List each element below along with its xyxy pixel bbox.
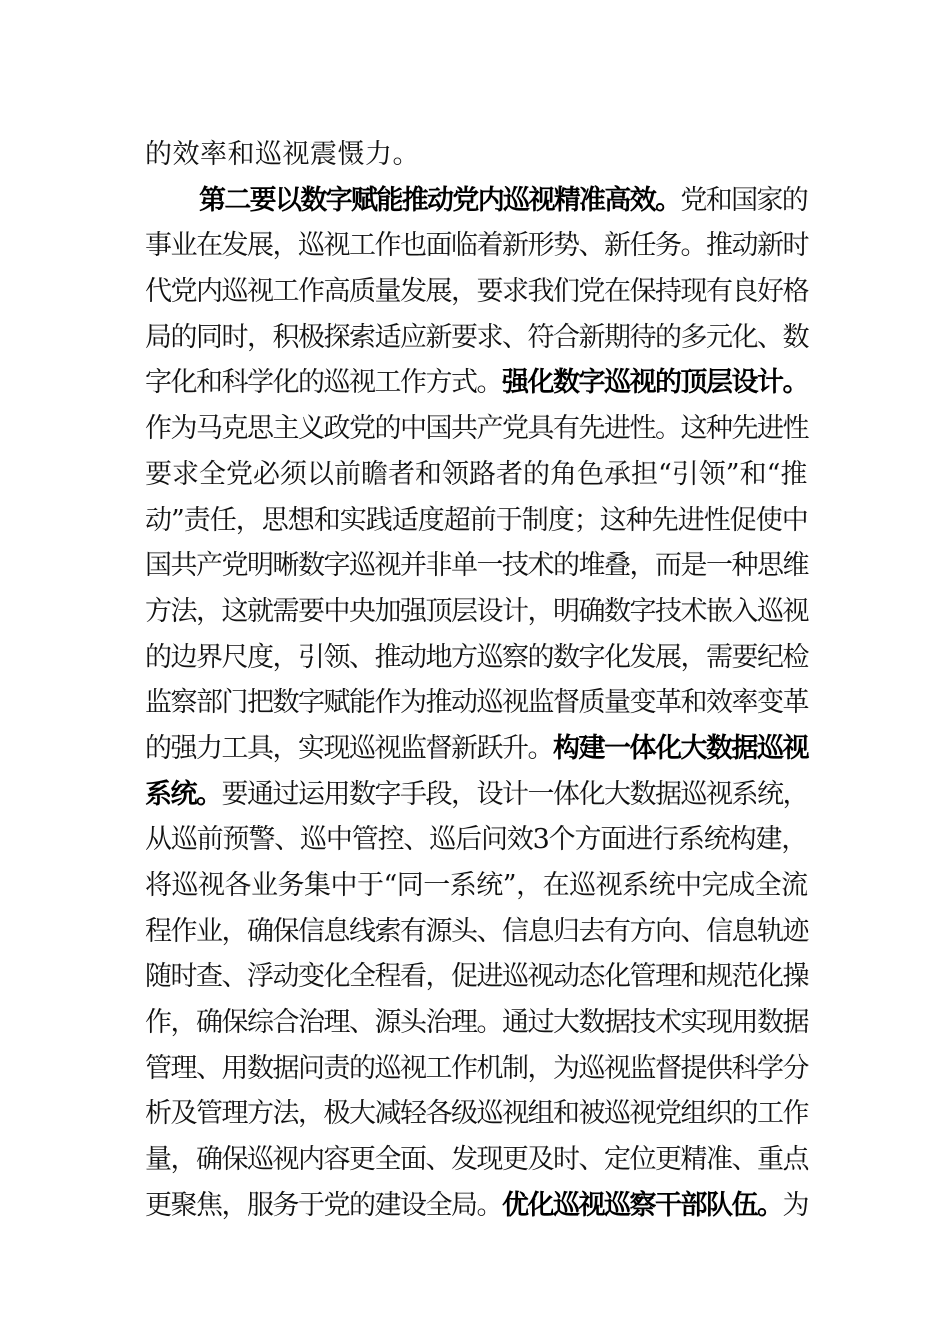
body-text (145, 132, 807, 1229)
text-line (145, 817, 807, 863)
text-line (145, 635, 807, 681)
text-line (145, 498, 807, 544)
text-run: 的边界尺度，引领、推动地方巡察的数字化发展，需要纪检 (145, 641, 808, 673)
text-line (145, 543, 807, 589)
text-run: 要求全党必须以前瞻者和领路者的角色承担“引领”和“推 (145, 458, 808, 490)
text-line (145, 360, 807, 406)
text-line (145, 1000, 807, 1046)
text-line (145, 315, 807, 361)
text-run: 的效率和巡视震慑力。 (145, 139, 420, 170)
text-line (145, 223, 807, 269)
text-line (145, 406, 807, 452)
text-run: 事业在发展，巡视工作也面临着新形势、新任务。推动新时 (145, 230, 808, 262)
text-line (145, 132, 807, 178)
text-line (145, 269, 807, 315)
text-line (145, 863, 807, 909)
text-run: 析及管理方法，极大减轻各级巡视组和被巡视党组织的工作 (145, 1098, 808, 1130)
text-run: 的强力工具，实现巡视监督新跃升。 (145, 732, 553, 764)
text-run: 国共产党明晰数字巡视并非单一技术的堆叠，而是一种思维 (145, 550, 808, 582)
text-run: 党和国家的 (680, 184, 808, 216)
text-line (145, 726, 807, 772)
text-run: 量，确保巡视内容更全面、发现更及时、定位更精准、重点 (145, 1144, 808, 1176)
text-run: 监察部门把数字赋能作为推动巡视监督质量变革和效率变革 (145, 687, 808, 719)
text-run: 管理、用数据问责的巡视工作机制，为巡视监督提供科学分 (145, 1052, 808, 1084)
text-run: 作为马克思主义政党的中国共产党具有先进性。这种先进性 (145, 413, 808, 445)
text-line (145, 1046, 807, 1092)
text-line (145, 1183, 807, 1229)
text-line (145, 772, 807, 818)
text-run: 代党内巡视工作高质量发展，要求我们党在保持现有良好格 (145, 276, 808, 308)
text-line (145, 1091, 807, 1137)
subheading-cadre-team: 优化巡视巡察干部队伍。 (502, 1189, 783, 1221)
text-line (145, 452, 807, 498)
text-line (145, 909, 807, 955)
section-heading-digital-empowerment: 第二要以数字赋能推动党内巡视精准高效。 (199, 184, 681, 216)
text-line (145, 954, 807, 1000)
text-line (145, 680, 807, 726)
text-run: 作，确保综合治理、源头治理。通过大数据技术实现用数据 (145, 1007, 808, 1039)
text-line (145, 589, 807, 635)
text-run: 局的同时，积极探索适应新要求、符合新期待的多元化、数 (145, 321, 808, 353)
text-run: 要通过运用数字手段，设计一体化大数据巡视系统， (221, 778, 808, 810)
text-run: 程作业，确保信息线索有源头、信息归去有方向、信息轨迹 (145, 915, 808, 947)
subheading-big-data-system: 构建一体化大数据巡视 (553, 732, 808, 764)
text-run: 更聚焦，服务于党的建设全局。 (145, 1189, 502, 1221)
text-run: 动”责任，思想和实践适度超前于制度；这种先进性促使中 (145, 504, 808, 536)
text-run: 字化和科学化的巡视工作方式。 (145, 367, 502, 399)
paragraph-start-line (145, 178, 807, 224)
subheading-big-data-system-end: 系统。 (145, 778, 222, 810)
subheading-top-level-design: 强化数字巡视的顶层设计。 (502, 367, 808, 399)
text-run: 为 (782, 1189, 808, 1221)
text-run: 将巡视各业务集中于“同一系统”，在巡视系统中完成全流 (145, 870, 808, 901)
text-run: 方法，这就需要中央加强顶层设计，明确数字技术嵌入巡视 (145, 595, 808, 627)
text-run: 随时查、浮动变化全程看，促进巡视动态化管理和规范化操 (145, 961, 808, 993)
text-line (145, 1137, 807, 1183)
text-run: 从巡前预警、巡中管控、巡后问效3个方面进行系统构建， (145, 824, 807, 856)
